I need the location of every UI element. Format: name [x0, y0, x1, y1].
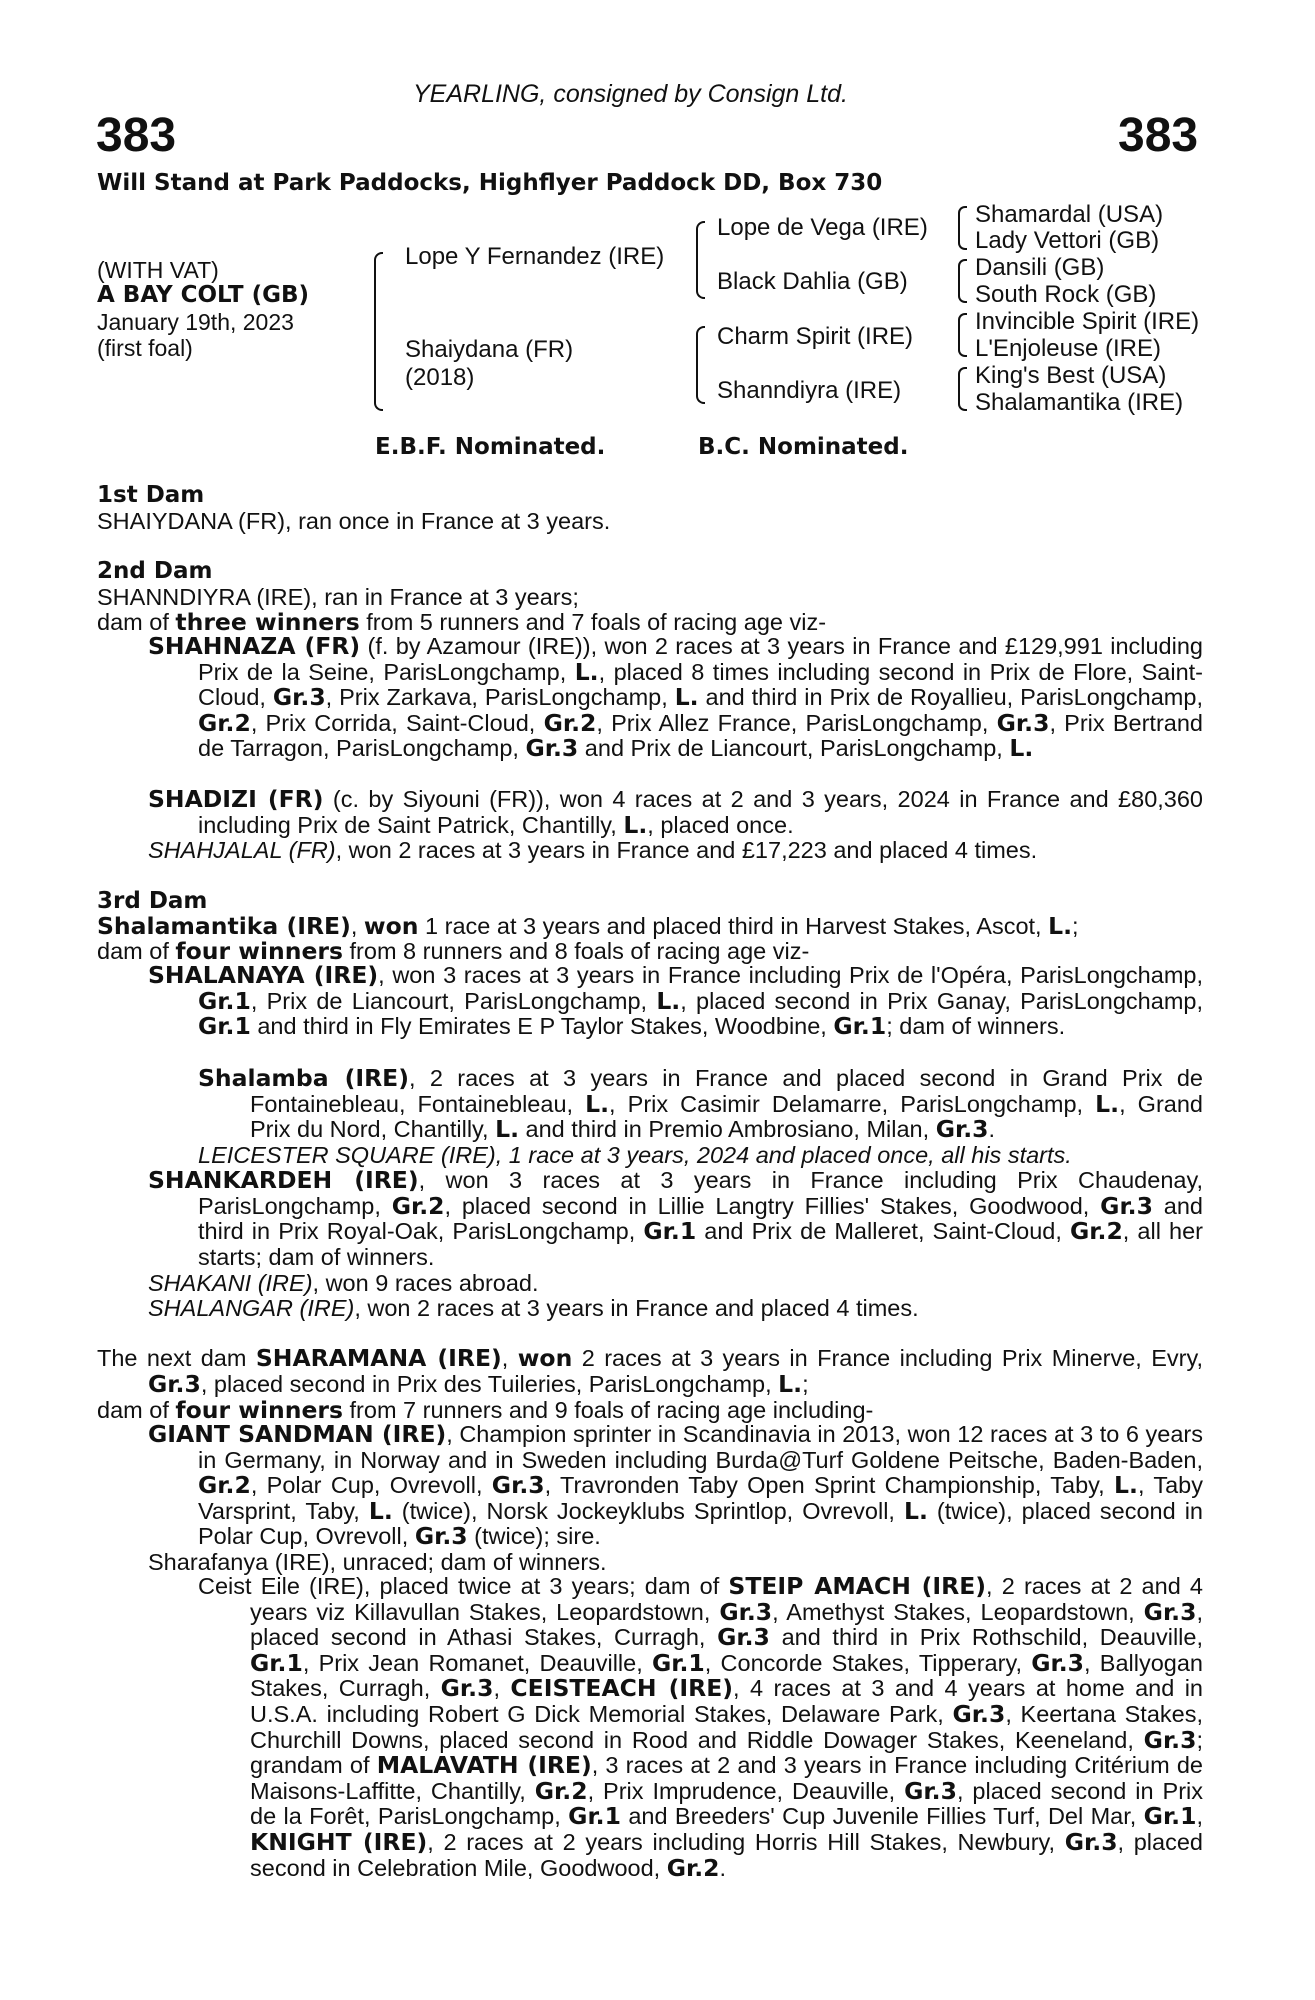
bold-run: Shalamba (IRE) [198, 1064, 409, 1092]
text-run: , Prix Allez France, ParisLongchamp, [596, 709, 997, 736]
bold-run: Gr.1 [833, 1012, 887, 1041]
text-run: , won 3 races at 3 years in France including Prix de l'Opéra, ParisLongchamp, [378, 962, 1203, 988]
bold-run: CEISTEACH (IRE) [510, 1674, 734, 1703]
bold-run: Gr.3 [996, 708, 1050, 737]
text-run: , won 2 races at 3 years in France and placed 4 times. [354, 1295, 919, 1321]
bold-run: Gr.2 [534, 1776, 588, 1805]
sdd: South Rock (GB) [975, 281, 1157, 308]
sire-sire: Lope de Vega (IRE) [717, 214, 928, 241]
text-run: 2 races at 3 years in France including Prix Minerve, Evry, [572, 1345, 1204, 1371]
bold-run: SHADIZI (FR) [148, 785, 324, 813]
text-run: , placed second in Prix Ganay, ParisLongchamp, [680, 987, 1203, 1014]
horse-name: A BAY COLT (GB) [97, 282, 310, 308]
text-run: and Prix de Malleret, Saint-Cloud, [696, 1218, 1070, 1245]
progeny-shakani [148, 1271, 1203, 1297]
bold-run: Gr.3 [1100, 1191, 1153, 1220]
bold-run: Gr.3 [1143, 1725, 1197, 1754]
progeny-shahjalal [148, 838, 1203, 864]
bold-run: Gr.3 [272, 683, 326, 712]
bold-run: L. [656, 986, 681, 1015]
progeny-shankardeh [148, 1168, 1203, 1270]
text-run: , Champion sprinter in Scandinavia in 2013, won 12 races at 3 to 6 years in Germany, in Norway and in Sweden including Burda@Turf Goldene Peitsche, Baden-Baden, [198, 1421, 1203, 1473]
bold-run: Gr.1 [198, 986, 251, 1015]
dam-year: (2018) [405, 364, 475, 391]
text-run: (twice), Norsk Jockeyklubs Sprintlop, Ovrevoll, [392, 1497, 904, 1524]
bold-run: L. [1009, 734, 1034, 763]
dam-sire: Charm Spirit (IRE) [717, 323, 914, 350]
bold-run: L. [1048, 912, 1073, 940]
vat-label: (WITH VAT) [97, 257, 219, 283]
text-run: , Amethyst Stakes, Leopardstown, [772, 1598, 1144, 1625]
pedigree-brace [958, 259, 967, 303]
bold-run: Gr.1 [250, 1648, 303, 1677]
text-run: , Prix Bertrand de Tarragon, ParisLongchamp, [198, 709, 1203, 762]
text-run: , Prix Zarkava, ParisLongchamp, [325, 684, 675, 711]
text-run: , Concorde Stakes, Tipperary, [704, 1649, 1032, 1676]
next-dam-intro [97, 1346, 1203, 1397]
dds: King's Best (USA) [975, 362, 1167, 389]
progeny-leicester-square [198, 1143, 1203, 1169]
text-run: , 4 races at 3 and 4 years at home and in U.S.A. including Robert G Dick Memorial Stakes, Delaware Park, [250, 1675, 1203, 1727]
text-run: ; grandam of [250, 1726, 1203, 1779]
second-dam-title: 2nd Dam [97, 558, 213, 584]
dsd: L'Enjoleuse (IRE) [975, 335, 1161, 362]
bold-run: Gr.3 [904, 1776, 957, 1805]
sire: Lope Y Fernandez (IRE) [405, 243, 665, 270]
text-run: , placed second in Lillie Langtry Fillies' Stakes, Goodwood, [444, 1192, 1101, 1219]
pedigree-brace [958, 313, 967, 357]
text-run: dam of [97, 1397, 176, 1423]
text-run: , placed second in Prix des Tuileries, ParisLongchamp, [200, 1370, 779, 1397]
bold-run: four winners [175, 1396, 343, 1424]
bold-run: Gr.3 [1064, 1827, 1118, 1856]
bold-run: L. [495, 1115, 520, 1144]
pedigree-brace [958, 367, 967, 411]
bold-run: STEIP AMACH (IRE) [728, 1572, 987, 1600]
italic-run: , 1 race at 3 years, 2024 and placed once, all his starts. [495, 1142, 1072, 1168]
bold-run: Gr.3 [952, 1699, 1006, 1728]
text-run: The next dam [97, 1345, 256, 1371]
text-run: , all her starts; dam of winners. [198, 1218, 1203, 1270]
bold-run: L. [585, 1089, 610, 1118]
progeny-giant-sandman [148, 1422, 1203, 1550]
text-run: from 8 runners and 8 foals of racing age viz- [343, 938, 810, 964]
bold-run: L. [778, 1369, 803, 1398]
bold-run: L. [623, 810, 648, 839]
bc-nominated: B.C. Nominated. [698, 434, 909, 460]
progeny-shalanaya [148, 963, 1203, 1040]
text-run: , placed second in Athasi Stakes, Curragh, [250, 1598, 1203, 1651]
ddd: Shalamantika (IRE) [975, 389, 1184, 416]
text-run: , Polar Cup, Ovrevoll, [250, 1472, 492, 1499]
bold-run: won [517, 1344, 573, 1372]
text-run: 1 race at 3 years and placed third in Harvest Stakes, Ascot, [418, 913, 1049, 939]
text-run: , won 3 races at 3 years in France including Prix Chaudenay, ParisLongchamp, [198, 1167, 1204, 1219]
bold-run: Gr.3 [717, 1623, 770, 1652]
text-run: Ceist Eile (IRE), placed twice at 3 years; dam of [198, 1573, 729, 1599]
bold-run: won [363, 912, 419, 940]
text-run: , placed once. [647, 811, 794, 838]
text-run: ; [1072, 913, 1079, 939]
sire-dam: Black Dahlia (GB) [717, 268, 908, 295]
text-run: and third in Prix Royal-Oak, ParisLongchamp, [198, 1192, 1203, 1245]
bold-run: Gr.1 [643, 1217, 697, 1246]
ebf-nominated: E.B.F. Nominated. [375, 434, 606, 460]
text-run: , Prix Corrida, Saint-Cloud, [250, 709, 544, 736]
bold-run: Gr.3 [440, 1674, 494, 1703]
bold-run: Gr.2 [543, 708, 597, 737]
progeny-sharafanya: Sharafanya (IRE), unraced; dam of winners. [148, 1549, 607, 1575]
bold-run: four winners [175, 937, 343, 965]
text-run: from 7 runners and 9 foals of racing age including- [343, 1397, 874, 1423]
consignment-line: YEARLING, consigned by Consign Ltd. [413, 80, 848, 108]
dss: Invincible Spirit (IRE) [975, 308, 1200, 335]
bold-run: Gr.3 [935, 1115, 989, 1144]
bold-run: Shalamantika (IRE) [97, 912, 351, 940]
text-run: , Taby Varsprint, Taby, [198, 1472, 1203, 1524]
text-run: , Keertana Stakes, Churchill Downs, placed second in Rood and Riddle Dowager Stakes, Keeneland, [250, 1700, 1203, 1753]
progeny-shalamba [198, 1066, 1203, 1143]
text-run: and third in Prix de Royallieu, ParisLongchamp, [698, 684, 1203, 711]
horse-dob: January 19th, 2023 [97, 309, 294, 335]
bold-run: L. [1114, 1471, 1138, 1500]
text-run: , 2 races at 2 years including Horris Hill Stakes, Newbury, [427, 1828, 1065, 1855]
bold-run: Gr.2 [1069, 1217, 1123, 1246]
bold-run: Gr.3 [525, 734, 579, 763]
sds: Dansili (GB) [975, 254, 1105, 281]
bold-run: Gr.2 [198, 708, 251, 737]
text-run: , Prix Casimir Delamarre, ParisLongchamp, [609, 1090, 1096, 1117]
bold-run: SHAHNAZA (FR) [148, 632, 361, 660]
text-run: ; [802, 1370, 809, 1397]
text-run: , Prix Jean Romanet, Deauville, [302, 1649, 652, 1676]
text-run: , placed second in Celebration Mile, Goodwood, [250, 1828, 1203, 1881]
sss: Shamardal (USA) [975, 201, 1164, 228]
text-run: , placed 8 times including second in Prix de Flore, Saint-Cloud, [198, 658, 1204, 711]
text-run: , Grand Prix du Nord, Chantilly, [250, 1090, 1203, 1143]
bold-run: KNIGHT (IRE) [250, 1827, 428, 1856]
text-run: dam of [97, 609, 176, 635]
italic-run: SHAHJALAL (FR) [148, 837, 336, 863]
text-run: and third in Fly Emirates E P Taylor Stakes, Woodbine, [250, 1013, 834, 1040]
text-run: . [988, 1116, 996, 1143]
stand-location: Will Stand at Park Paddocks, Highflyer Paddock DD, Box 730 [97, 170, 883, 196]
text-run: and Prix de Liancourt, ParisLongchamp, [578, 735, 1010, 762]
text-run: , Ballyogan Stakes, Curragh, [250, 1649, 1203, 1702]
first-dam-text: SHAIYDANA (FR), ran once in France at 3 years. [97, 508, 611, 534]
foal-note: (first foal) [97, 335, 193, 361]
progeny-shahnaza [148, 634, 1203, 762]
text-run: , won 9 races abroad. [312, 1270, 539, 1296]
third-dam-title: 3rd Dam [97, 888, 208, 914]
text-run: , 2 races at 3 years in France and placed second in Grand Prix de Fontainebleau, Fontainebleau, [250, 1065, 1204, 1117]
third-dam-intro [97, 913, 1079, 939]
italic-run: LEICESTER SQUARE (IRE) [198, 1142, 496, 1168]
lot-number-left: 383 [96, 109, 177, 162]
bold-run: Gr.1 [568, 1802, 621, 1831]
bold-run: SHARAMANA (IRE) [255, 1344, 502, 1372]
bold-run: Gr.3 [1031, 1648, 1085, 1677]
text-run: (twice); sire. [467, 1523, 601, 1550]
progeny-shalangar [148, 1296, 1203, 1322]
bold-run: Gr.2 [666, 1853, 720, 1882]
bold-run: Gr.1 [198, 1012, 251, 1041]
text-run: and third in Premio Ambrosiano, Milan, [519, 1116, 936, 1143]
bold-run: Gr.3 [1143, 1597, 1197, 1626]
text-run: (c. by Siyouni (FR)), won 4 races at 2 and 3 years, 2024 in France and £80,360 including Prix de Saint Patrick, Chantilly, [198, 786, 1204, 838]
winners-count: three winners [175, 608, 360, 636]
bold-run: Gr.3 [148, 1369, 201, 1398]
bold-run: L. [574, 657, 599, 686]
text-run: . [719, 1854, 727, 1881]
pedigree-brace [958, 206, 967, 250]
bold-run: SHANKARDEH (IRE) [148, 1166, 419, 1194]
text-run: and Breeders' Cup Juvenile Fillies Turf, Del Mar, [620, 1803, 1144, 1830]
text-run: and third in Prix Rothschild, Deauville, [769, 1624, 1203, 1651]
progeny-shadizi [148, 787, 1203, 838]
bold-run: Gr.3 [491, 1471, 545, 1500]
text-run: (twice), placed second in Polar Cup, Ovrevoll, [198, 1497, 1203, 1550]
text-run: , [501, 1345, 518, 1371]
text-run: from 5 runners and 7 foals of racing age viz- [359, 609, 827, 635]
bold-run: L. [674, 683, 699, 712]
dam-dam: Shanndiyra (IRE) [717, 377, 902, 404]
bold-run: Gr.1 [651, 1648, 705, 1677]
bold-run: Gr.3 [719, 1597, 773, 1626]
italic-run: SHAKANI (IRE) [148, 1270, 313, 1296]
ssd: Lady Vettori (GB) [975, 227, 1160, 254]
lot-number-right: 383 [1118, 109, 1199, 162]
text-run: , [350, 913, 364, 939]
text-run: ; dam of winners. [886, 1013, 1066, 1040]
bold-run: L. [368, 1496, 393, 1525]
bold-run: Gr.1 [1143, 1802, 1197, 1831]
text-run: (f. by Azamour (IRE)), won 2 races at 3 years in France and £129,991 including Prix de la Seine, ParisLongchamp, [198, 633, 1203, 685]
bold-run: Gr.3 [414, 1522, 468, 1551]
pedigree-brace [696, 326, 705, 404]
bold-run: GIANT SANDMAN (IRE) [148, 1420, 447, 1448]
bold-run: MALAVATH (IRE) [376, 1751, 592, 1780]
bold-run: Gr.2 [198, 1471, 251, 1500]
text-run: , won 2 races at 3 years in France and £17,223 and placed 4 times. [335, 837, 1038, 863]
text-run: , [493, 1675, 511, 1702]
progeny-ceist-eile [198, 1574, 1203, 1881]
text-run: , placed second in Prix de la Forêt, ParisLongchamp, [250, 1777, 1204, 1830]
text-run: , Travronden Taby Open Sprint Championship, Taby, [544, 1472, 1115, 1499]
text-run: , Prix de Liancourt, ParisLongchamp, [250, 987, 657, 1014]
text-run: , 3 races at 2 and 3 years in France including Critérium de Maisons-Laffitte, Chantilly, [250, 1752, 1203, 1804]
bold-run: L. [903, 1496, 928, 1525]
bold-run: Gr.2 [391, 1191, 445, 1220]
first-dam-title: 1st Dam [97, 482, 205, 508]
pedigree-brace [374, 252, 383, 411]
second-dam-line1: SHANNDIYRA (IRE), ran in France at 3 years; [97, 584, 579, 610]
pedigree-brace [696, 221, 705, 299]
text-run: , Prix Imprudence, Deauville, [587, 1777, 905, 1804]
bold-run: L. [1095, 1089, 1120, 1118]
text-run: , 2 races at 2 and 4 years viz Killavullan Stakes, Leopardstown, [250, 1573, 1203, 1625]
text-run: , [1196, 1803, 1203, 1830]
dam: Shaiydana (FR) [405, 336, 574, 363]
text-run: dam of [97, 938, 176, 964]
italic-run: SHALANGAR (IRE) [148, 1295, 355, 1321]
bold-run: SHALANAYA (IRE) [148, 961, 379, 989]
